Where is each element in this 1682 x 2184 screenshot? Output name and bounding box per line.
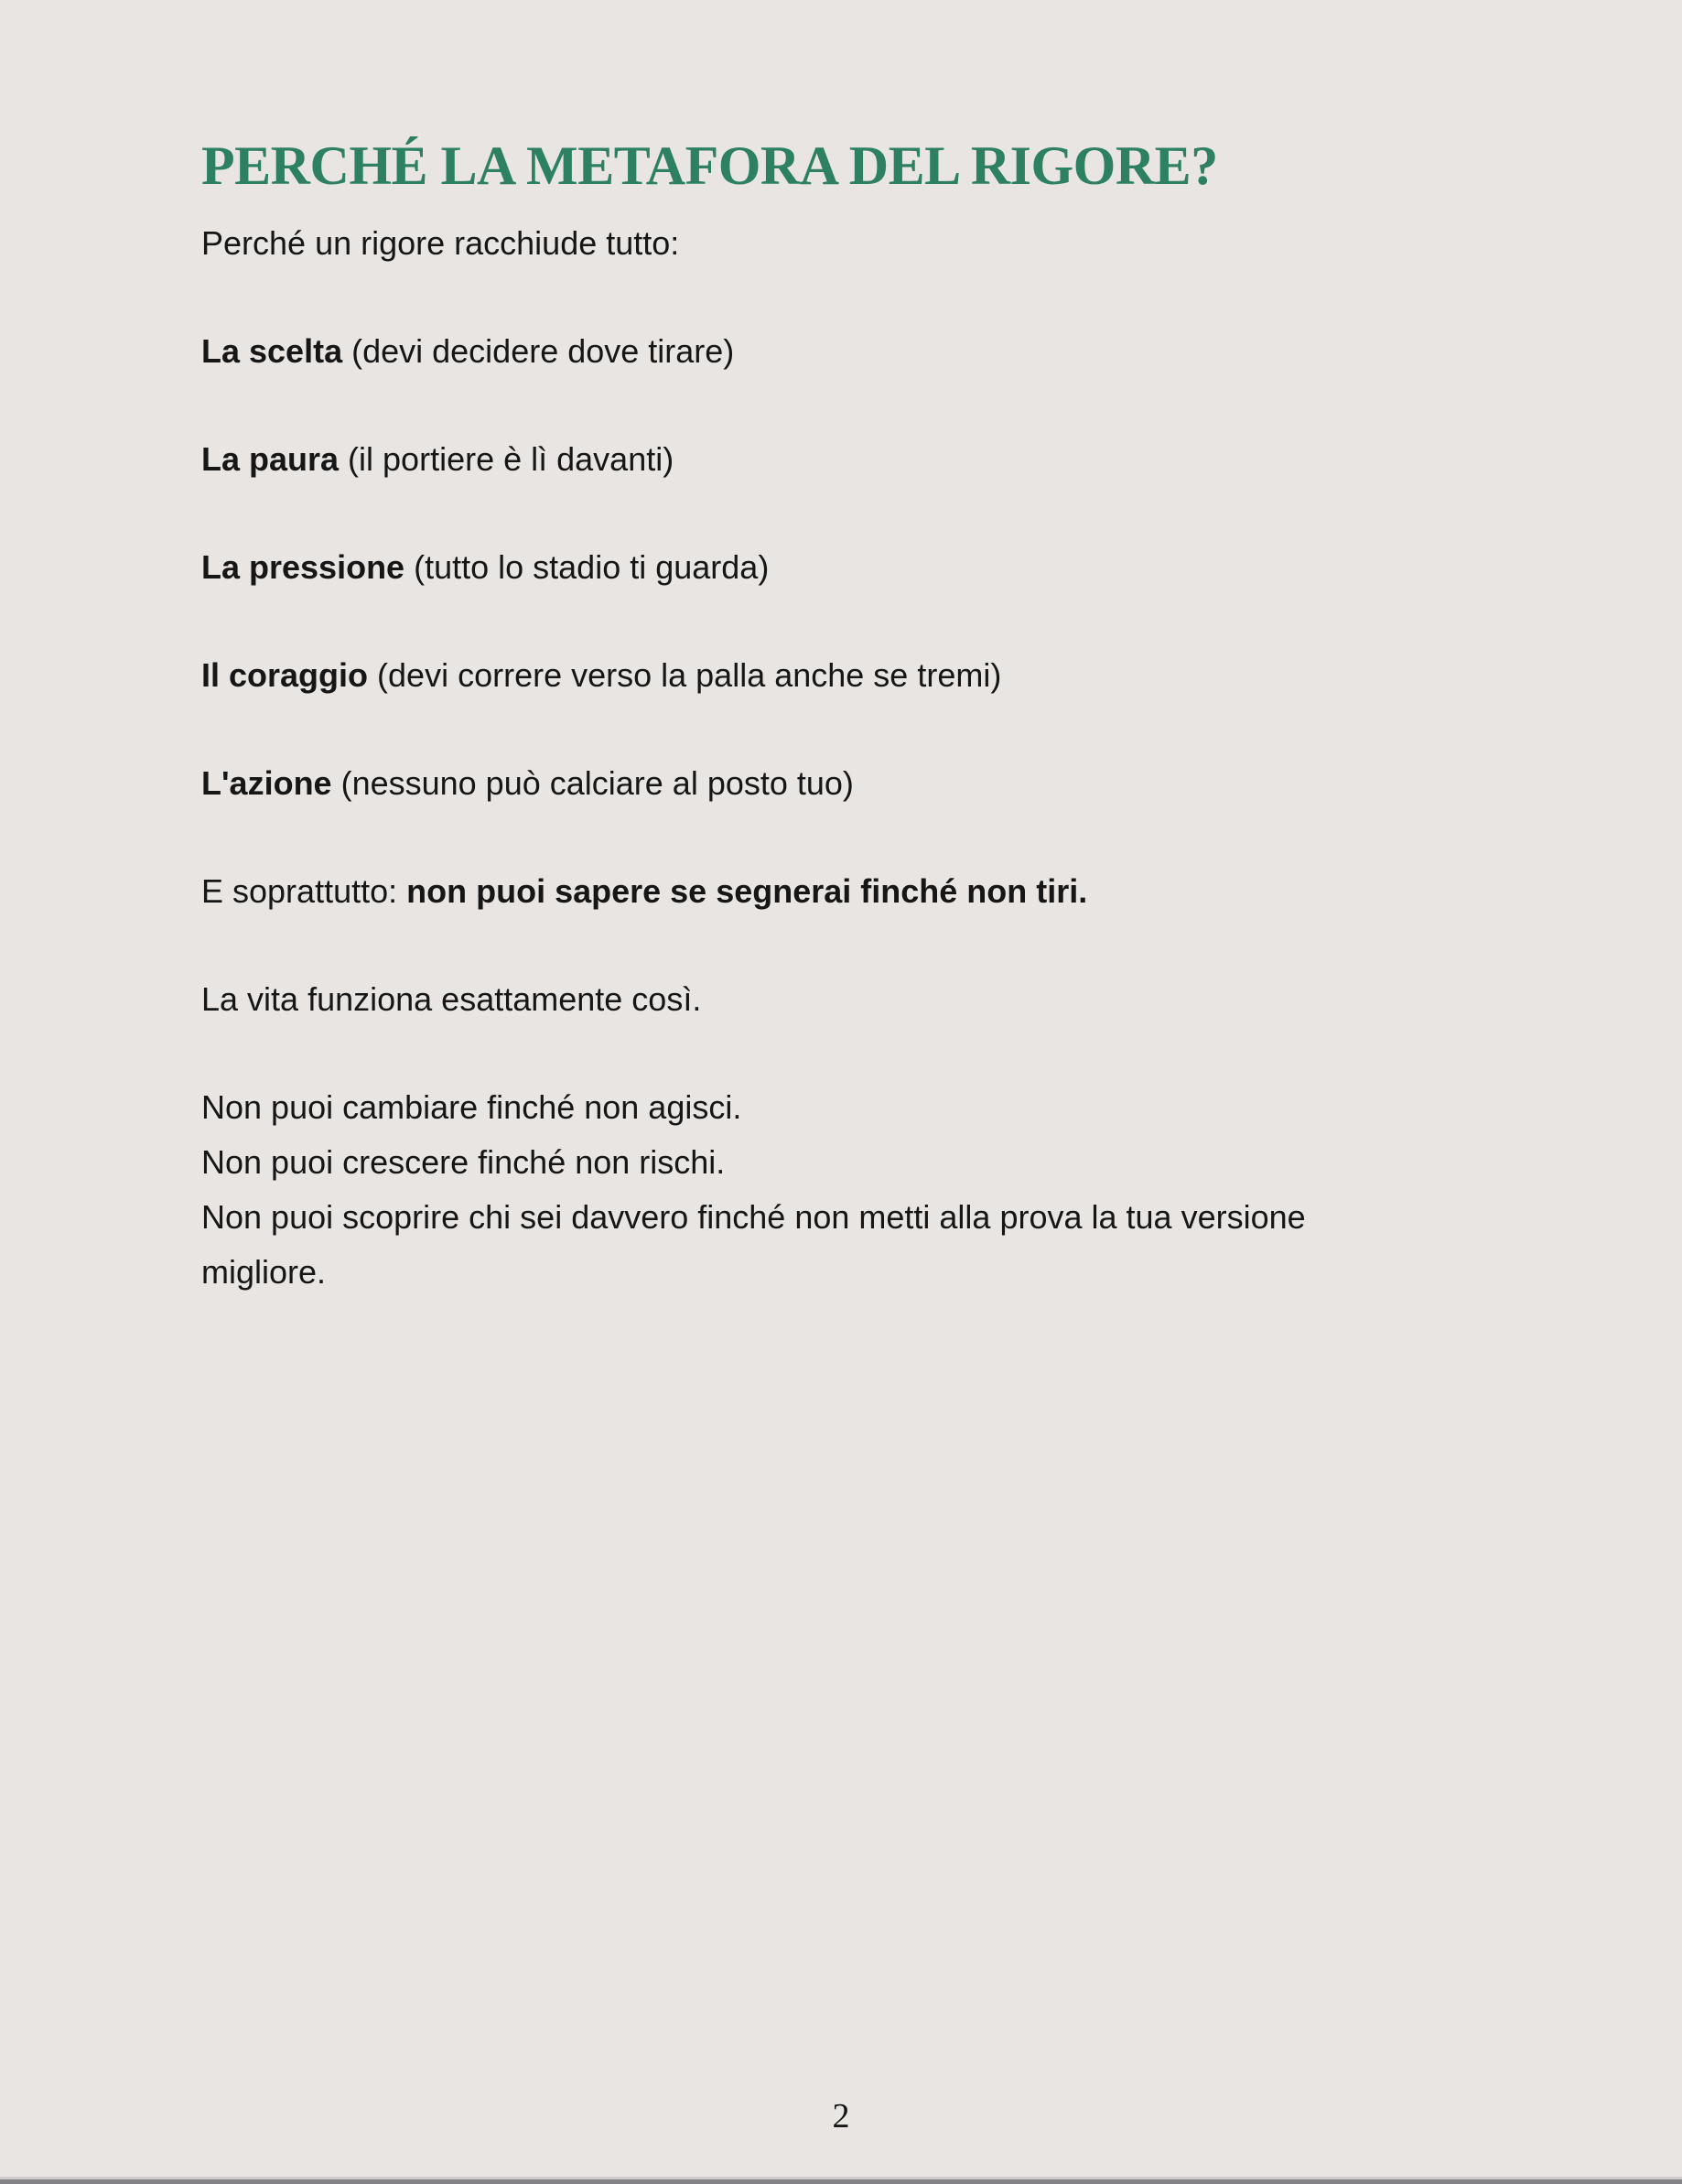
statement-paragraph — [201, 972, 1483, 1027]
list-item-lead: La pressione — [201, 548, 405, 586]
closing-line: Non puoi crescere finché non rischi. — [201, 1143, 726, 1181]
list-item-action — [201, 756, 1483, 811]
emphasis-paragraph — [201, 864, 1483, 919]
intro-text: Perché un rigore racchiude tutto: — [201, 224, 680, 262]
list-item-fear — [201, 432, 1483, 487]
closing-paragraph — [201, 1080, 1483, 1300]
statement-text: La vita funziona esattamente così. — [201, 980, 702, 1018]
emphasis-pre: E soprattutto: — [201, 872, 407, 910]
list-item-rest: (devi correre verso la palla anche se tremi) — [368, 656, 1002, 694]
list-item-rest: (il portiere è lì davanti) — [339, 440, 674, 478]
list-item-lead: La paura — [201, 440, 340, 478]
list-item-rest: (devi decidere dove tirare) — [342, 332, 735, 370]
list-item-rest: (nessuno può calciare al posto tuo) — [331, 764, 854, 802]
page-content — [0, 134, 1682, 1300]
list-item-lead: Il coraggio — [201, 656, 369, 694]
page-footer — [0, 2098, 1682, 2135]
list-item-choice — [201, 324, 1483, 379]
emphasis-bold: non puoi sapere se segnerai finché non tiri. — [406, 872, 1088, 910]
list-item-lead: L'azione — [201, 764, 332, 802]
closing-line: migliore. — [201, 1253, 327, 1291]
bottom-edge-dark-strip — [0, 2179, 1682, 2184]
page-title: PERCHÉ LA METAFORA DEL RIGORE? — [201, 135, 1218, 196]
list-item-pressure — [201, 540, 1483, 595]
list-item-rest: (tutto lo stadio ti guarda) — [404, 548, 770, 586]
closing-line: Non puoi cambiare finché non agisci. — [201, 1088, 742, 1126]
intro-paragraph — [201, 216, 1483, 271]
page-number: 2 — [832, 2097, 850, 2135]
closing-line: Non puoi scoprire chi sei davvero finché non metti alla prova la tua versione — [201, 1198, 1306, 1236]
list-item-courage — [201, 648, 1483, 703]
list-item-lead: La scelta — [201, 332, 343, 370]
bottom-edge-bar — [0, 2177, 1682, 2184]
